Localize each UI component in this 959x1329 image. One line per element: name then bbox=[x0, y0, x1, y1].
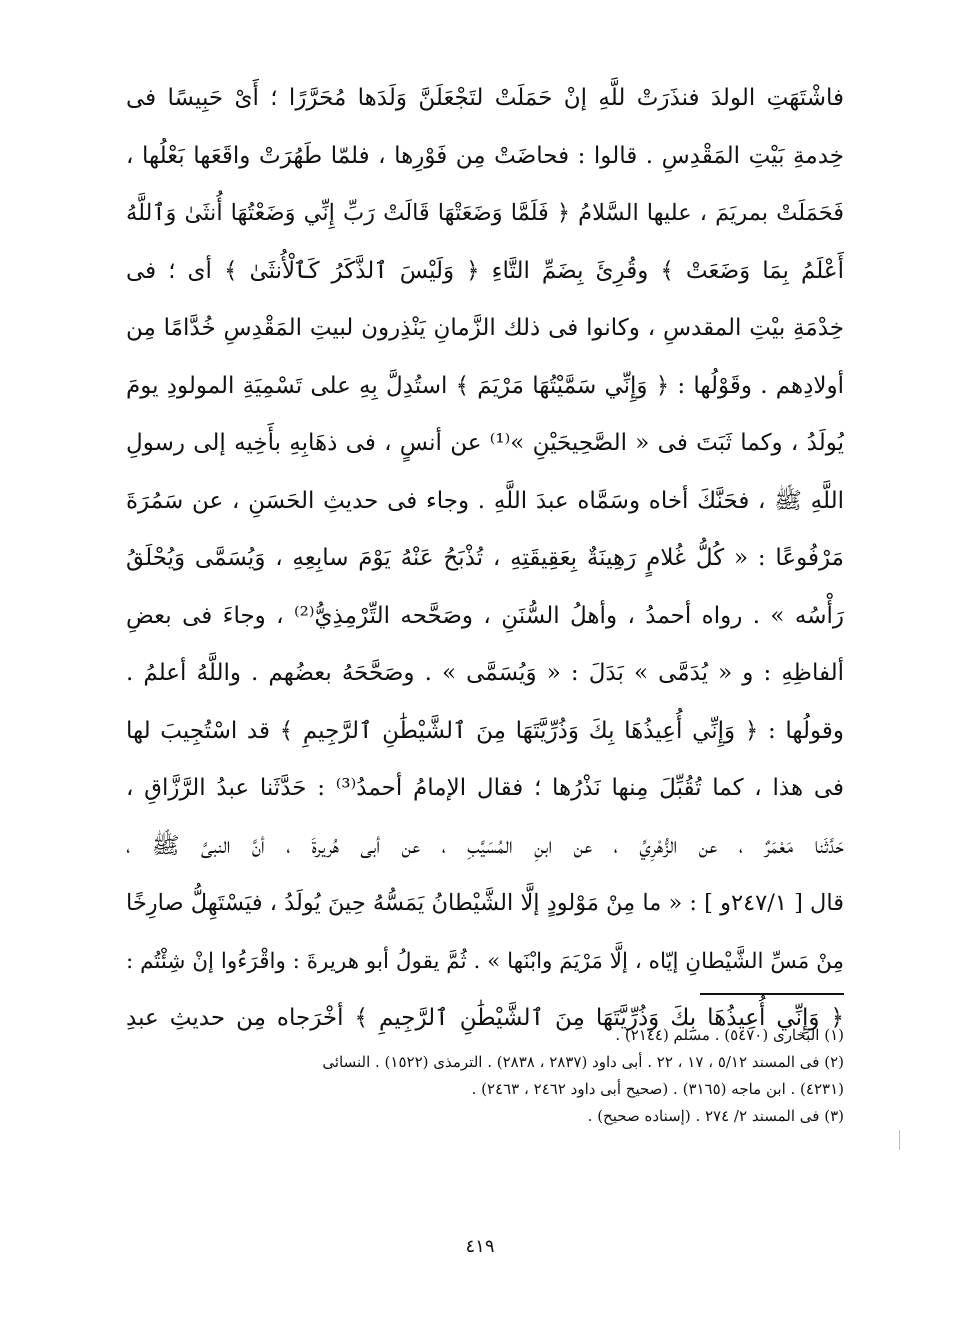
text-line-2: خِدمةِ بَيْتِ المَقْدِسِ . قالوا : فحاضَتْ مِن فَوْرِها ، فلمّا طَهُرَتْ واقَعَها بَعْلُها ، bbox=[126, 142, 844, 169]
text-line-3: فَحَمَلَتْ بمريَمَ ، عليها السَّلامُ ﴿ فَلَمَّا وَضَعَتْهَا قَالَتْ رَبِّ إِنِّي وَضَعْتُهَا أُنثَىٰ وَٱللَّهُ bbox=[126, 200, 844, 226]
text-line-6: أولادِهم . وقَوْلُها : ﴿ وَإِنِّي سَمَّيْتُهَا مَرْيَمَ ﴾ استُدِلَّ بِهِ على تَسْمِيَةِ المولودِ يومَ bbox=[126, 372, 844, 399]
text-line-10: رَأْسُه » . رواه أحمدُ ، وأهلُ السُّنَنِ ، وصَحَّحه التِّرْمِذِيُّ⁽²⁾ ، وجاءَ فى بعضِ bbox=[126, 602, 844, 629]
text-line-15: قال [ ٢٤٧/١و ] : « ما مِنْ مَوْلودٍ إلَّا الشَّيْطانُ يَمَسُّهُ حِينَ يُولَدُ ، فيَسْتَهِلُّ صارِخًا bbox=[126, 890, 844, 916]
text-line-17: ﴿ وَإِنِّي أُعِيذُهَا بِكَ وَذُرِّيَّتَهَا مِنَ ٱلشَّيْطَٰنِ ٱلرَّجِيمِ ﴾ أخْرَجاه مِن حديثِ عبدِ bbox=[126, 1005, 844, 1031]
footnote-2: (٢) فى المسند ٥/١٢ ، ١٧ ، ٢٢ . أبى داود (٢٨٣٧ ، ٢٨٣٨) . الترمذى (١٥٢٢) . النسائى bbox=[322, 1053, 844, 1071]
footnote-2-continued: (٤٢٣١) . ابن ماجه (٣١٦٥) . (صحيح أبى داود ٢٤٦٢ ، ٢٤٦٣) . bbox=[471, 1080, 844, 1098]
text-line-4: أَعْلَمُ بِمَا وَضَعَتْ ﴾ وقُرِئَ بِضَمِّ التَّاءِ ﴿ وَلَيْسَ ٱلذَّكَرُ كَٱلْأُنثَىٰ ﴾ أى ؛ فى bbox=[126, 257, 844, 284]
text-line-11: ألفاظِهِ : و « يُدَمَّى » بَدَلَ : « وَيُسَمَّى » . وصَحَّحَهُ بعضُهم . واللَّهُ أعلمُ . bbox=[126, 660, 844, 686]
margin-scan-mark bbox=[899, 1130, 900, 1150]
text-line-7: يُولَدُ ، وكما ثَبَتَ فى « الصَّحِيحَيْنِ »⁽¹⁾ عن أنسٍ ، فى ذهَابِهِ بأَخِيه إلى رسولِ bbox=[126, 430, 844, 456]
text-line-14: حَدَّثَنا مَعْمَرٌ ، عن الزُّهْرِيِّ ، عن ابنِ المُسَيَّبِ ، عن أبى هُريرةَ ، أنَّ النبىَّ ﷺ ، bbox=[126, 832, 844, 859]
text-line-13: فى هذا ، كما تُقُبِّلَ مِنها نَذْرُها ؛ فقال الإمامُ أحمدُ⁽³⁾ : حَدَّثَنا عبدُ الرَّزَّاقِ ، bbox=[126, 775, 844, 801]
page-number: ٤١٩ bbox=[465, 1236, 495, 1257]
footnote-divider bbox=[700, 993, 844, 995]
text-line-12: وقولُها : ﴿ وَإِنِّي أُعِيذُهَا بِكَ وَذُرِّيَّتَهَا مِنَ ٱلشَّيْطَٰنِ ٱلرَّجِيمِ ﴾ قد اسْتُجِيبَ لها bbox=[126, 717, 844, 744]
text-line-1: فاشْتَهَتِ الولدَ فنذَرَتْ للَّهِ إنْ حَمَلَتْ لتَجْعَلَنَّ وَلَدَها مُحَرَّرًا ؛ أَىْ حَبِيسًا فى bbox=[126, 85, 844, 111]
footnote-1: (١) البخارى (٥٤٧٠) . مسلم (٢١٤٤) . bbox=[615, 1026, 844, 1044]
footnote-3: (٣) فى المسند ٢/ ٢٧٤ . (إسناده صحيح) . bbox=[587, 1107, 844, 1125]
footnotes-block bbox=[126, 1022, 844, 1130]
text-line-8: اللَّهِ ﷺ ، فحَنَّكَ أخاه وسَمَّاه عبدَ اللَّهِ . وجاء فى حديثِ الحَسَنِ ، عن سَمُرَةَ bbox=[126, 487, 844, 514]
main-text-block bbox=[126, 70, 844, 1048]
text-line-5: خِدْمَةِ بيْتِ المقدسِ ، وكانوا فى ذلك الزَّمانِ يَنْذِرون لبيتِ المَقْدِسِ خُدَّامًا مِن bbox=[126, 315, 844, 341]
text-line-16: مِنْ مَسِّ الشَّيْطانِ إيّاه ، إلَّا مَرْيَمَ وابْنَها » . ثُمَّ يقولُ أبو هريرةَ : واقْرَءُوا إنْ شِئْتُم : bbox=[126, 948, 844, 974]
text-line-9: مَرْفُوعًا : « كُلُّ غُلامٍ رَهِينَةٌ بِعَقِيقَتِهِ ، تُذْبَحُ عَنْهُ يَوْمَ سابِعِهِ ، وَيُسَمَّى وَيُحْلَقُ bbox=[126, 545, 844, 571]
